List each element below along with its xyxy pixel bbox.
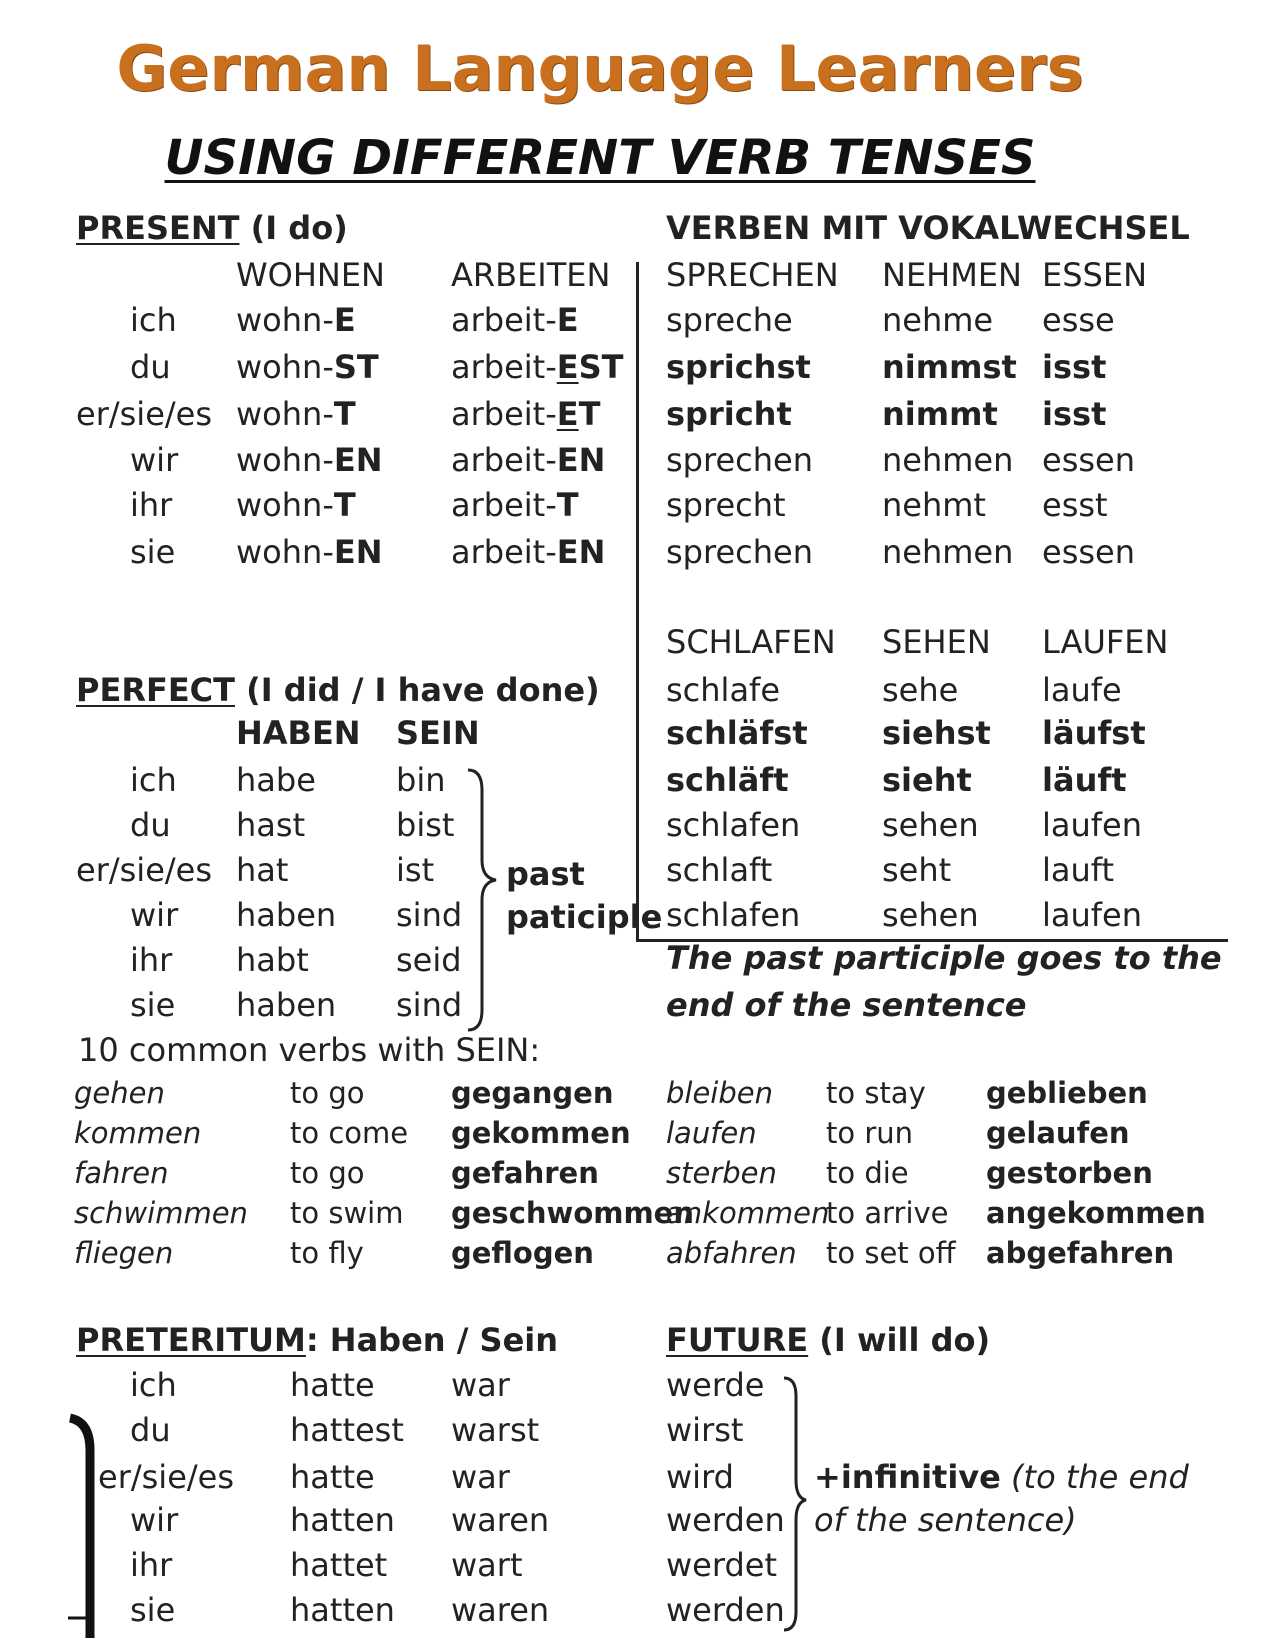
present-wohnen-ending: ST [333, 348, 379, 386]
vowel-change-form: esse [1042, 301, 1115, 339]
vowel-change-form: nimmt [882, 395, 998, 433]
preteritum-haben-form: hatte [290, 1458, 375, 1496]
present-pronoun: ihr [130, 486, 173, 524]
vowel-change-verb-header: SPRECHEN [666, 256, 839, 294]
vowel-change-form: seht [882, 851, 952, 889]
preteritum-sein-form: war [451, 1366, 510, 1404]
vowel-change-form: laufe [1042, 671, 1122, 709]
sein-verb-participle: gestorben [986, 1156, 1153, 1190]
future-note-bold: +infinitive [814, 1458, 1001, 1496]
preteritum-haben-form: hatte [290, 1366, 375, 1404]
future-note-line-2: of the sentence) [814, 1501, 1077, 1539]
vowel-change-form: nehmen [882, 533, 1014, 571]
present-wohnen-stem: wohn- [236, 395, 334, 433]
present-pronoun: sie [130, 533, 176, 571]
preteritum-haben-form: hattest [290, 1411, 404, 1449]
sein-verb-english: to stay [826, 1076, 926, 1110]
present-pronoun: er/sie/es [76, 395, 213, 433]
perfect-pronoun: ihr [130, 941, 173, 979]
vowel-change-form: sprechen [666, 533, 813, 571]
preteritum-pronoun: ich [130, 1366, 177, 1404]
vowel-change-form: schläfst [666, 714, 808, 752]
present-arbeiten-ending: EN [556, 533, 606, 571]
present-wohnen-stem: wohn- [236, 533, 334, 571]
sein-verb-participle: gefahren [451, 1156, 599, 1190]
preteritum-pronoun: ihr [130, 1546, 173, 1584]
future-brace-icon [784, 1378, 806, 1630]
preteritum-heading: PRETERITUM [76, 1321, 306, 1359]
present-arbeiten-ending: E [556, 301, 579, 339]
perfect-sein-form: sind [396, 986, 463, 1024]
vowel-change-form: sehe [882, 671, 959, 709]
perfect-pronoun: sie [130, 986, 176, 1024]
perfect-brace-label-2: paticiple [506, 898, 663, 936]
preteritum-haben-form: hatten [290, 1501, 395, 1539]
present-arbeiten-stem: arbeit- [451, 301, 557, 339]
perfect-haben-form: hat [236, 851, 289, 889]
present-arbeiten-stem: arbeit- [451, 486, 557, 524]
present-wohnen-stem: wohn- [236, 301, 334, 339]
sein-verb-english: to go [290, 1076, 365, 1110]
present-pronoun: du [130, 348, 171, 386]
future-werden-form: werde [666, 1366, 765, 1404]
present-verb-wohnen: WOHNEN [236, 256, 385, 294]
perfect-haben-form: habt [236, 941, 309, 979]
perfect-sein-form: sind [396, 896, 463, 934]
vowel-change-form: sprecht [666, 486, 786, 524]
vowel-change-verb-header: SEHEN [882, 623, 991, 661]
present-pronoun: ich [130, 301, 177, 339]
present-pronoun: wir [130, 441, 179, 479]
vowel-change-verb-header: LAUFEN [1042, 623, 1169, 661]
preteritum-haben-form: hattet [290, 1546, 388, 1584]
perfect-sein-form: bist [396, 806, 455, 844]
future-werden-form: wirst [666, 1411, 744, 1449]
vowel-change-form: siehst [882, 714, 991, 752]
present-wohnen-ending: E [333, 301, 356, 339]
sein-verb-english: to go [290, 1156, 365, 1190]
present-wohnen-ending: EN [333, 533, 383, 571]
vowel-change-form: laufen [1042, 806, 1143, 844]
present-gloss: (I do) [239, 209, 348, 247]
perfect-brace-label-1: past [506, 855, 585, 893]
vowel-change-form: schlafen [666, 896, 801, 934]
perfect-sein-form: seid [396, 941, 462, 979]
vowel-change-form: schlafen [666, 806, 801, 844]
vowel-change-verb-header: NEHMEN [882, 256, 1022, 294]
perfect-haben-form: hast [236, 806, 306, 844]
preteritum-sein-form: wart [451, 1546, 523, 1584]
perfect-sein-form: bin [396, 761, 446, 799]
sein-verb-participle: gegangen [451, 1076, 614, 1110]
present-arbeiten-ending: T [556, 486, 579, 524]
present-arbeiten-stem: arbeit- [451, 441, 557, 479]
preteritum-pronoun: du [130, 1411, 171, 1449]
vowel-change-form: sprichst [666, 348, 811, 386]
present-arbeiten-stem: arbeit- [451, 533, 557, 571]
vowel-change-form: laufen [1042, 896, 1143, 934]
sein-verb-english: to arrive [826, 1196, 949, 1230]
vowel-change-form: sehen [882, 806, 979, 844]
vowel-change-form: schlaft [666, 851, 773, 889]
sein-verb-english: to set off [826, 1236, 956, 1270]
vowel-change-form: schlafe [666, 671, 780, 709]
vowel-change-form: spreche [666, 301, 793, 339]
present-wohnen-stem: wohn- [236, 486, 334, 524]
vowel-change-verb-header: ESSEN [1042, 256, 1147, 294]
preteritum-pronoun: sie [130, 1591, 176, 1629]
future-werden-form: werdet [666, 1546, 777, 1584]
present-arbeiten-ending: ST [578, 348, 624, 386]
vowel-change-form: esst [1042, 486, 1108, 524]
future-werden-form: wird [666, 1458, 734, 1496]
vowel-change-form: schläft [666, 761, 789, 799]
sein-verb-english: to die [826, 1156, 909, 1190]
perfect-aux-sein: SEIN [396, 714, 480, 752]
present-arbeiten-ending: T [578, 395, 601, 433]
present-arbeiten-ending: EN [556, 441, 606, 479]
vowel-change-form: nehme [882, 301, 994, 339]
preteritum-sein-form: waren [451, 1591, 550, 1629]
vowel-change-form: sprechen [666, 441, 813, 479]
future-werden-form: werden [666, 1591, 785, 1629]
vowel-change-form: spricht [666, 395, 792, 433]
present-verb-arbeiten: ARBEITEN [451, 256, 611, 294]
page-subtitle: USING DIFFERENT VERB TENSES [164, 130, 1036, 186]
perfect-haben-form: habe [236, 761, 316, 799]
future-werden-form: werden [666, 1501, 785, 1539]
future-note-rest: (to the end [1000, 1458, 1189, 1496]
perfect-brace-icon [468, 770, 496, 1030]
perfect-heading: PERFECT [76, 671, 235, 709]
vowel-change-form: isst [1042, 395, 1107, 433]
sein-verb-infinitive: bleiben [666, 1076, 773, 1110]
perfect-aux-haben: HABEN [236, 714, 361, 752]
perfect-haben-form: haben [236, 986, 337, 1024]
sein-verb-infinitive: sterben [666, 1156, 777, 1190]
sein-verb-participle: gelaufen [986, 1116, 1130, 1150]
sein-verb-english: to swim [290, 1196, 404, 1230]
present-arbeiten-linking-e: E [556, 395, 579, 433]
vowel-change-form: läuft [1042, 761, 1127, 799]
vowel-change-form: isst [1042, 348, 1107, 386]
vowel-change-form: sehen [882, 896, 979, 934]
present-wohnen-stem: wohn- [236, 441, 334, 479]
preteritum-sein-form: warst [451, 1411, 540, 1449]
sein-verb-participle: gekommen [451, 1116, 631, 1150]
perfect-pronoun: ich [130, 761, 177, 799]
perfect-pronoun: du [130, 806, 171, 844]
sein-verbs-heading: 10 common verbs with SEIN: [78, 1031, 541, 1069]
vowel-change-form: lauft [1042, 851, 1115, 889]
future-gloss: (I will do) [808, 1321, 991, 1359]
sein-verb-participle: geschwommen [451, 1196, 694, 1230]
sein-verb-english: to fly [290, 1236, 364, 1270]
vowel-change-verb-header: SCHLAFEN [666, 623, 836, 661]
vowel-change-form: nehmen [882, 441, 1014, 479]
perfect-pronoun: wir [130, 896, 179, 934]
sein-verb-infinitive: abfahren [666, 1236, 797, 1270]
sein-verb-participle: geflogen [451, 1236, 594, 1270]
present-arbeiten-stem: arbeit- [451, 348, 557, 386]
present-wohnen-stem: wohn- [236, 348, 334, 386]
vowel-change-heading: VERBEN MIT VOKALWECHSEL [666, 209, 1190, 247]
perfect-gloss: (I did / I have done) [234, 671, 600, 709]
present-wohnen-ending: T [333, 395, 356, 433]
sein-verb-participle: abgefahren [986, 1236, 1175, 1270]
vowel-change-form: sieht [882, 761, 972, 799]
vowel-change-form: essen [1042, 441, 1135, 479]
perfect-pronoun: er/sie/es [76, 851, 213, 889]
preteritum-sein-form: war [451, 1458, 510, 1496]
sein-verb-english: to come [290, 1116, 409, 1150]
sein-verb-infinitive: schwimmen [74, 1196, 248, 1230]
preteritum-sein-form: waren [451, 1501, 550, 1539]
vowel-change-form: läufst [1042, 714, 1146, 752]
sein-verb-participle: angekommen [986, 1196, 1206, 1230]
perfect-haben-form: haben [236, 896, 337, 934]
present-arbeiten-stem: arbeit- [451, 395, 557, 433]
preteritum-haben-form: hatten [290, 1591, 395, 1629]
participle-note-line-2: end of the sentence [666, 986, 1027, 1024]
present-heading: PRESENT [76, 209, 240, 247]
vowel-change-form: essen [1042, 533, 1135, 571]
preteritum-pronoun: wir [130, 1501, 179, 1539]
participle-note-line-1: The past participle goes to the [666, 939, 1222, 977]
vowel-change-form: nimmst [882, 348, 1017, 386]
sein-verb-infinitive: fliegen [74, 1236, 174, 1270]
present-wohnen-ending: T [333, 486, 356, 524]
vowel-change-form: nehmt [882, 486, 986, 524]
sein-verb-infinitive: gehen [74, 1076, 165, 1110]
present-wohnen-ending: EN [333, 441, 383, 479]
sein-verb-english: to run [826, 1116, 914, 1150]
sein-verb-infinitive: laufen [666, 1116, 757, 1150]
sein-verb-infinitive: fahren [74, 1156, 169, 1190]
preteritum-pronoun: er/sie/es [98, 1458, 235, 1496]
sein-verb-infinitive: ankommen [666, 1196, 830, 1230]
future-heading: FUTURE [666, 1321, 809, 1359]
preteritum-bracket-icon [70, 1418, 90, 1638]
perfect-sein-form: ist [396, 851, 435, 889]
sein-verb-participle: geblieben [986, 1076, 1148, 1110]
page-title: German Language Learners [116, 32, 1084, 105]
sein-verb-infinitive: kommen [74, 1116, 202, 1150]
preteritum-gloss: : Haben / Sein [305, 1321, 559, 1359]
present-arbeiten-linking-e: E [556, 348, 579, 386]
